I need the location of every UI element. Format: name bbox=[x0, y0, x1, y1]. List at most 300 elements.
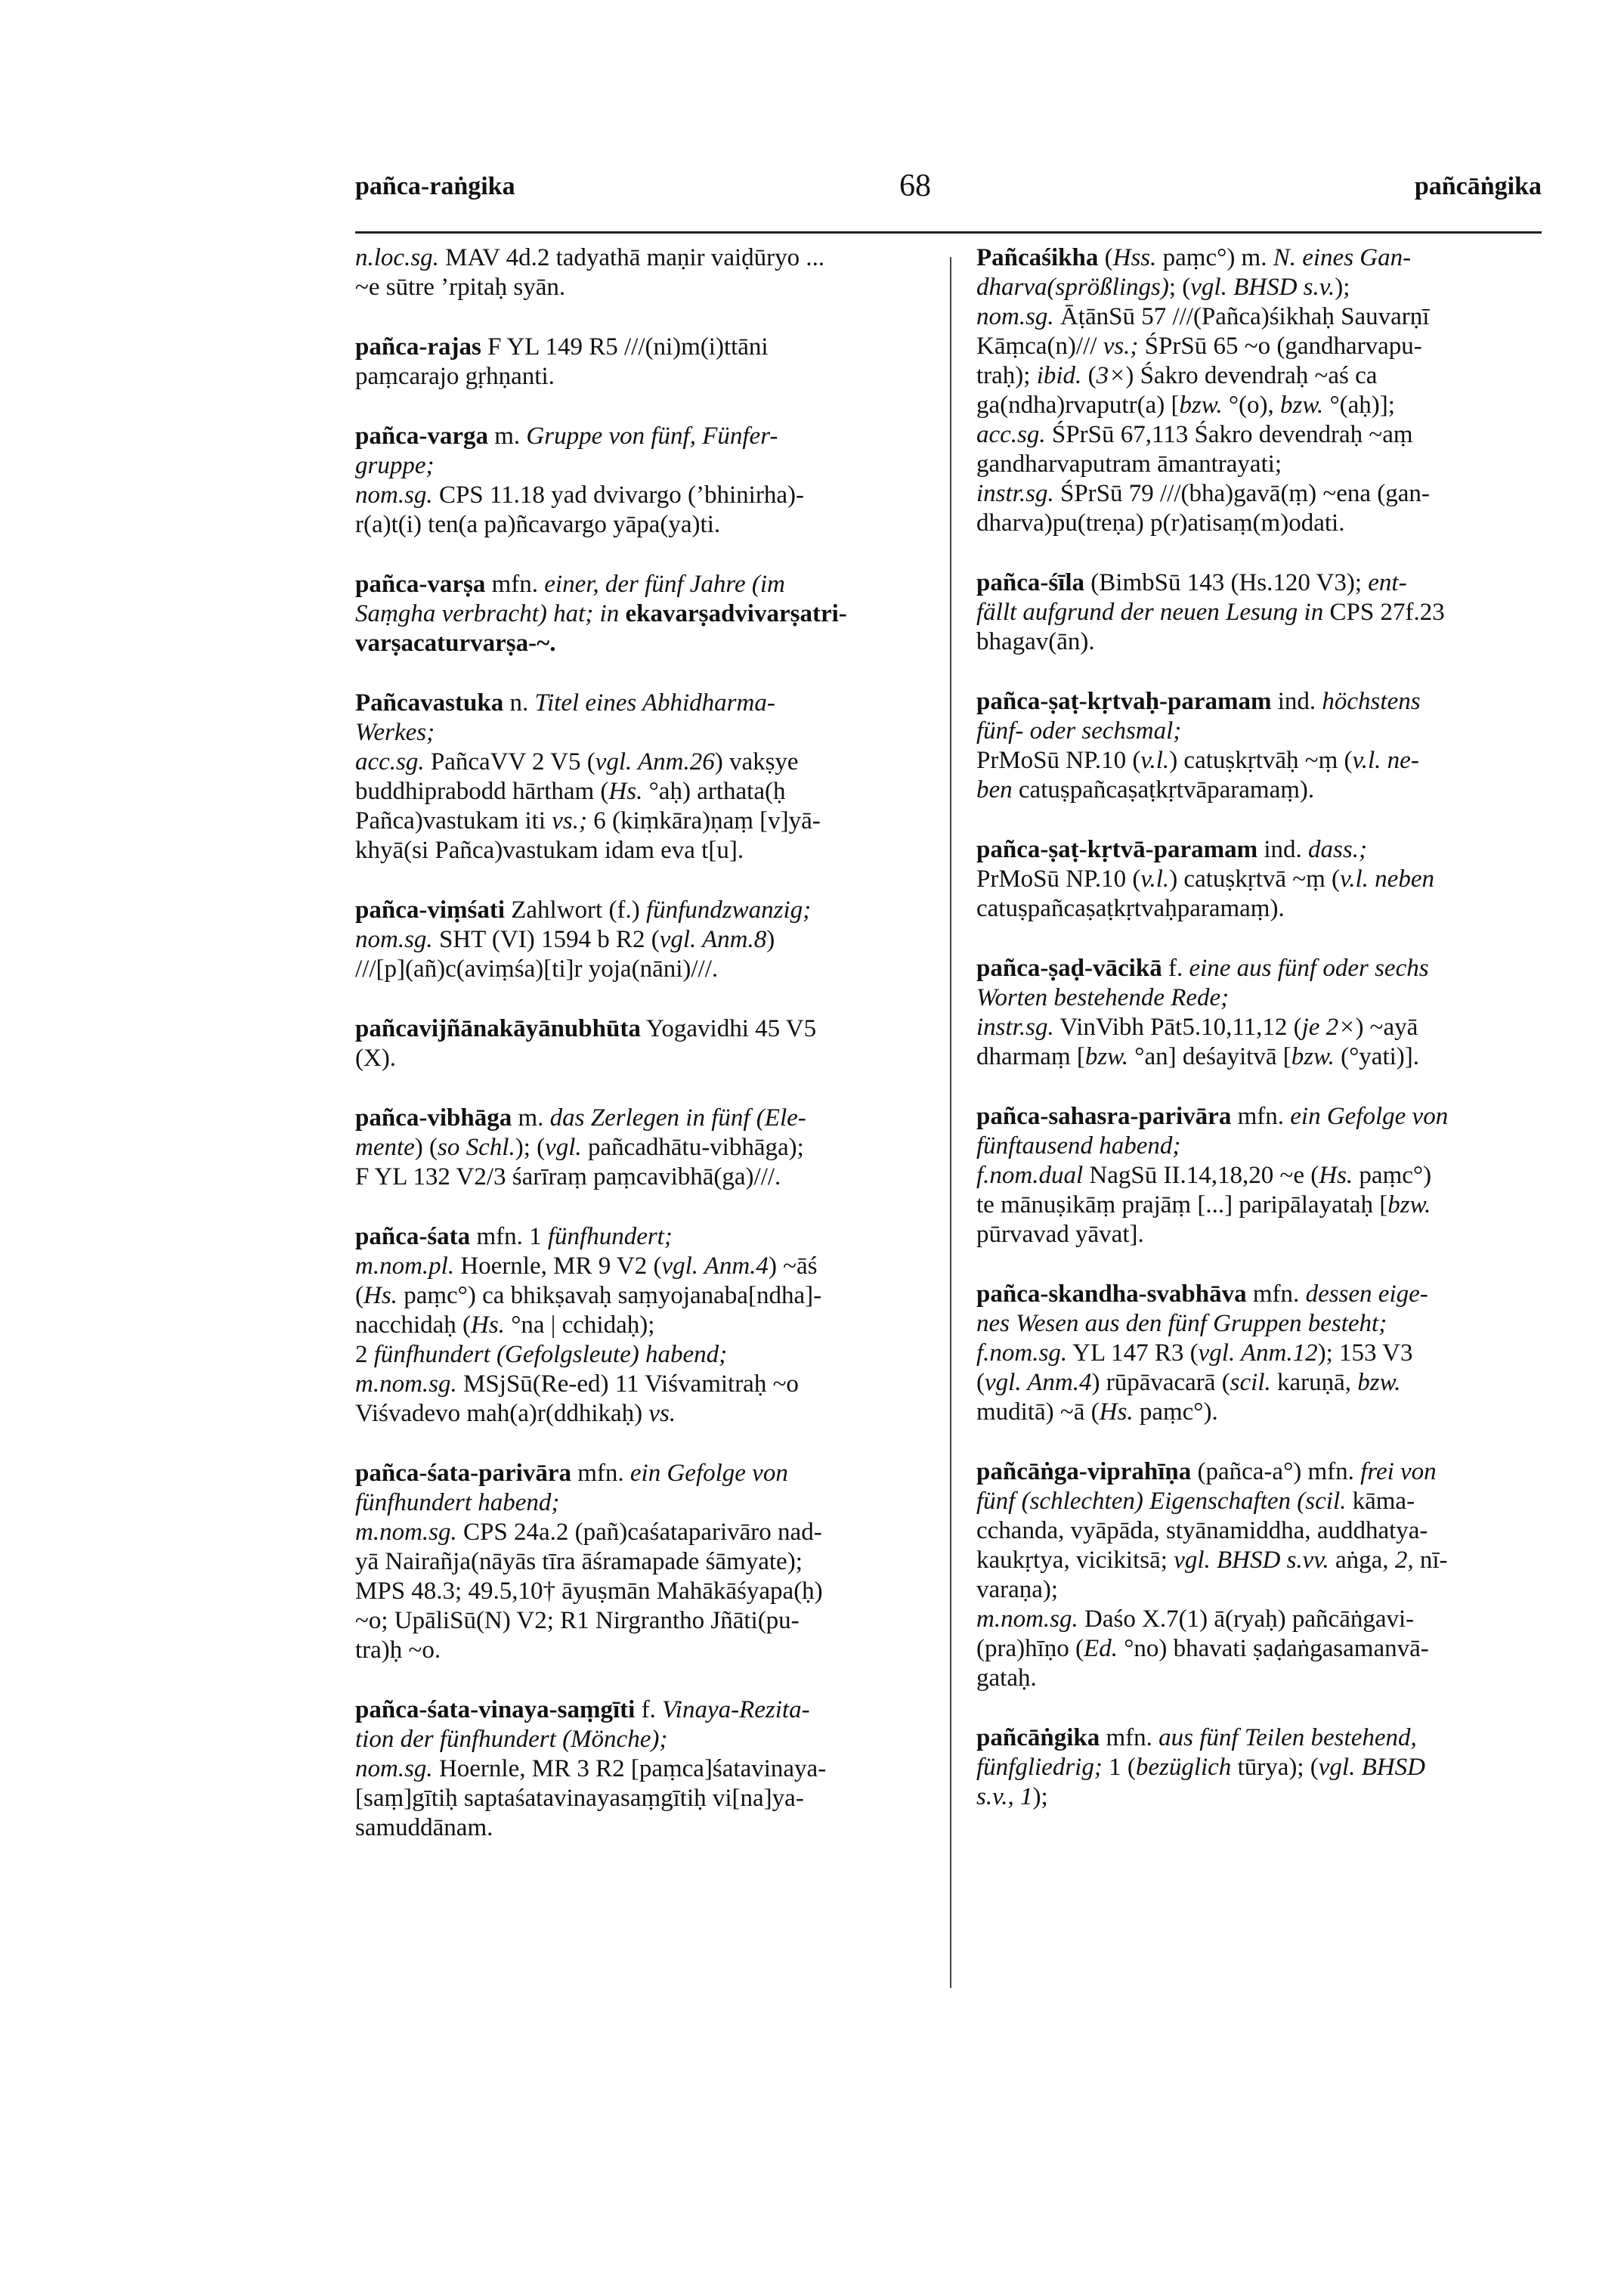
dictionary-entry bbox=[976, 568, 1532, 657]
italic-text: Hs. bbox=[363, 1282, 397, 1309]
italic-text: scil. bbox=[1305, 1488, 1347, 1515]
entry-line bbox=[976, 835, 1532, 865]
entry-line bbox=[976, 746, 1532, 776]
text-segment: [saṃ]gītiḥ saptaśatavinayasaṃgītiḥ vi[na]ya- bbox=[355, 1785, 804, 1812]
text-segment: m. bbox=[512, 1104, 550, 1132]
italic-text: einer, der fünf Jahre (im bbox=[544, 571, 785, 598]
dictionary-entry bbox=[976, 1102, 1532, 1249]
text-segment: cchanda, vyāpāda, styānamiddha, auddhatya- bbox=[976, 1517, 1428, 1544]
italic-text: fünfgliedrig; bbox=[976, 1754, 1103, 1781]
entry-line bbox=[976, 894, 1532, 924]
text-segment: PañcaVV 2 V5 ( bbox=[424, 748, 595, 776]
headword: pañca-vibhāga bbox=[355, 1104, 512, 1132]
italic-text: bzw. bbox=[1387, 1191, 1431, 1218]
italic-text: acc.sg. bbox=[976, 421, 1046, 448]
italic-text: so Schl. bbox=[438, 1134, 515, 1161]
italic-text: nom.sg. bbox=[976, 303, 1054, 330]
entry-line bbox=[355, 1133, 911, 1163]
entry-line bbox=[976, 1398, 1532, 1427]
text-segment: nacchidaḥ ( bbox=[355, 1311, 471, 1339]
header-left-headword: pañca-raṅgika bbox=[355, 172, 515, 200]
entry-line bbox=[355, 481, 911, 510]
text-segment: 1 ( bbox=[1102, 1754, 1136, 1781]
text-segment: muditā) ~ā ( bbox=[976, 1398, 1100, 1426]
entry-line bbox=[976, 302, 1532, 332]
text-segment: r(a)t(i) ten(a pa)ñcavargo yāpa(ya)ti. bbox=[355, 511, 721, 538]
text-segment: varaṇa); bbox=[976, 1576, 1059, 1603]
italic-text: f.nom.dual bbox=[976, 1162, 1084, 1189]
text-segment: f. bbox=[635, 1696, 663, 1723]
entry-line bbox=[355, 422, 911, 451]
entry-line bbox=[355, 510, 911, 540]
entry-line bbox=[355, 1163, 911, 1192]
entry-line bbox=[976, 1368, 1532, 1398]
italic-text: bzw. bbox=[1084, 1043, 1129, 1070]
headword: pañca-ṣaṭ-kṛtvā-paramam bbox=[976, 836, 1258, 863]
italic-text: instr.sg. bbox=[976, 480, 1054, 507]
italic-text: nom.sg. bbox=[355, 1755, 433, 1782]
entry-line bbox=[976, 1782, 1532, 1812]
dictionary-entry bbox=[355, 1695, 911, 1843]
italic-text: nom.sg. bbox=[355, 482, 433, 509]
dictionary-entry bbox=[355, 243, 911, 302]
entry-line bbox=[355, 1014, 911, 1044]
italic-text: ben bbox=[976, 776, 1013, 804]
italic-text: N. eines Gan- bbox=[1273, 244, 1412, 271]
text-segment: (°yati)]. bbox=[1334, 1043, 1420, 1070]
entry-line bbox=[976, 509, 1532, 538]
entry-line bbox=[355, 689, 911, 718]
text-segment: (BimbSū 143 (Hs.120 V3); bbox=[1084, 569, 1369, 596]
entry-line bbox=[355, 1399, 911, 1429]
text-segment: Daśo X.7(1) ā(ryaḥ) pañcāṅgavi- bbox=[1078, 1606, 1415, 1633]
text-segment: ); ( bbox=[515, 1134, 546, 1161]
dictionary-entry bbox=[355, 422, 911, 540]
italic-text: Worten bestehende Rede; bbox=[976, 984, 1230, 1011]
italic-text: m.nom.sg. bbox=[355, 1519, 457, 1546]
text-segment: MPS 48.3; 49.5,10† āyuṣmān Mahākāśyapa(ḥ) bbox=[355, 1578, 823, 1605]
text-segment: YL 147 R3 ( bbox=[1067, 1339, 1199, 1367]
italic-text: vgl. bbox=[545, 1134, 582, 1161]
text-segment: gataḥ. bbox=[976, 1664, 1037, 1692]
italic-text: bezüglich bbox=[1135, 1754, 1232, 1781]
entry-line bbox=[355, 1606, 911, 1636]
dictionary-entry bbox=[355, 1014, 911, 1073]
entry-line bbox=[355, 1547, 911, 1577]
text-segment: (X). bbox=[355, 1045, 397, 1072]
right-column bbox=[976, 243, 1532, 1842]
text-segment: mfn. bbox=[571, 1460, 630, 1487]
entry-line bbox=[976, 1664, 1532, 1693]
dictionary-entry bbox=[355, 1459, 911, 1665]
text-segment: ) catuṣkṛtvā ~ṃ ( bbox=[1169, 865, 1341, 893]
dictionary-entry bbox=[355, 333, 911, 392]
italic-text: je 2× bbox=[1301, 1014, 1356, 1041]
text-segment: tra)ḥ ~o. bbox=[355, 1636, 441, 1664]
text-segment: ) ~āś bbox=[768, 1253, 818, 1280]
entry-line bbox=[355, 362, 911, 392]
italic-text: f.nom.sg. bbox=[976, 1339, 1068, 1367]
text-segment: paṃc°). bbox=[1133, 1398, 1218, 1426]
italic-text: vs.; bbox=[552, 807, 587, 834]
italic-text: nes Wesen aus den fünf Gruppen besteht; bbox=[976, 1310, 1387, 1337]
italic-text: instr.sg. bbox=[976, 1014, 1054, 1041]
italic-text: tion der fünfhundert (Mönche); bbox=[355, 1726, 668, 1753]
entry-line bbox=[355, 1725, 911, 1754]
entry-line bbox=[355, 748, 911, 777]
italic-text: fünfhundert (Gefolgsleute) habend; bbox=[373, 1341, 728, 1368]
entry-line bbox=[976, 1634, 1532, 1664]
italic-text: dessen eige- bbox=[1305, 1280, 1428, 1308]
dictionary-entry bbox=[355, 896, 911, 984]
headword: Pañcaśikha bbox=[976, 244, 1099, 271]
italic-text: 3× bbox=[1096, 362, 1126, 389]
headword: pañca-varṣa bbox=[355, 571, 486, 598]
entry-line bbox=[976, 687, 1532, 717]
text-segment: paṃc°) bbox=[1353, 1162, 1432, 1189]
text-segment: °(aḥ)]; bbox=[1323, 392, 1395, 419]
headword: pañca-ṣaḍ-vācikā bbox=[976, 955, 1162, 982]
entry-line bbox=[355, 1518, 911, 1547]
headword: pañca-skandha-svabhāva bbox=[976, 1280, 1247, 1308]
text-segment: ); bbox=[1032, 1783, 1048, 1810]
entry-line bbox=[976, 1605, 1532, 1634]
italic-text: aus fünf Teilen bestehend, bbox=[1158, 1724, 1417, 1751]
italic-text: acc.sg. bbox=[355, 748, 425, 776]
headword: pañcāṅgika bbox=[976, 1724, 1100, 1751]
text-segment: ) catuṣkṛtvāḥ ~ṃ ( bbox=[1169, 747, 1353, 774]
text-segment: °aḥ) arthata(ḥ bbox=[642, 778, 786, 805]
text-segment: ; ( bbox=[1168, 274, 1191, 301]
entry-line bbox=[355, 1104, 911, 1133]
text-segment: ( bbox=[1098, 244, 1113, 271]
italic-text: vs. bbox=[648, 1400, 676, 1427]
text-segment: traḥ); bbox=[976, 362, 1037, 389]
headword: varṣacaturvarṣa-~. bbox=[355, 630, 556, 657]
text-segment: Yogavidhi 45 V5 bbox=[640, 1015, 817, 1042]
text-segment: Hoernle, MR 3 R2 [paṃca]śatavinaya- bbox=[432, 1755, 827, 1782]
italic-text: Hs. bbox=[608, 778, 643, 805]
entry-line bbox=[976, 243, 1532, 273]
text-segment: (pañca-a°) mfn. bbox=[1191, 1458, 1361, 1485]
entry-line bbox=[355, 1754, 911, 1784]
entry-line bbox=[355, 1488, 911, 1518]
italic-text: Saṃgha verbracht) hat; in bbox=[355, 600, 620, 627]
text-segment: mfn. bbox=[1100, 1724, 1159, 1751]
entry-line bbox=[976, 479, 1532, 509]
dictionary-entry bbox=[355, 689, 911, 865]
headword: pañca-rajas bbox=[355, 333, 481, 361]
italic-text: ent- bbox=[1368, 569, 1407, 596]
italic-text: v.l. bbox=[1140, 747, 1170, 774]
dictionary-entry bbox=[355, 1222, 911, 1429]
text-segment: ) bbox=[766, 926, 775, 953]
left-column bbox=[355, 243, 911, 1873]
italic-text: v.l. bbox=[1140, 865, 1170, 893]
text-segment: VinVibh Pāt5.10,11,12 ( bbox=[1053, 1014, 1302, 1041]
dictionary-entry bbox=[976, 835, 1532, 924]
text-segment: F YL 149 R5 ///(ni)m(i)ttāni bbox=[481, 333, 769, 361]
text-segment: paṃcarajo gṛhṇanti. bbox=[355, 363, 555, 390]
italic-text: fünfhundert habend; bbox=[355, 1489, 560, 1516]
italic-text: vgl. Anm.26 bbox=[595, 748, 715, 776]
text-segment: yā Nairañja(nāyās tīra āśramapade śāmyate); bbox=[355, 1548, 803, 1575]
text-segment: ( bbox=[1081, 362, 1097, 389]
text-segment: mfn. 1 bbox=[470, 1223, 548, 1250]
headword: pañca-viṃśati bbox=[355, 896, 505, 924]
entry-line bbox=[355, 836, 911, 865]
text-segment: gandharvaputram āmantrayati; bbox=[976, 451, 1282, 478]
italic-text: Vinaya-Rezita- bbox=[662, 1696, 810, 1723]
entry-line bbox=[976, 627, 1532, 657]
italic-text: s.v., 1 bbox=[976, 1783, 1033, 1810]
text-segment: ) vakṣye bbox=[714, 748, 799, 776]
text-segment: Pañca)vastukam iti bbox=[355, 807, 552, 834]
dictionary-entry bbox=[976, 1280, 1532, 1427]
text-segment: ŚPrSū 67,113 Śakro devendraḥ ~aṃ bbox=[1045, 421, 1413, 448]
text-segment: ~o; UpāliSū(N) V2; R1 Nirgrantho Jñāti(pu- bbox=[355, 1607, 800, 1634]
italic-text: frei von bbox=[1360, 1458, 1437, 1485]
italic-text: m.nom.sg. bbox=[976, 1606, 1078, 1633]
italic-text: Gruppe von fünf, Fünfer- bbox=[526, 423, 778, 450]
italic-text: gruppe; bbox=[355, 452, 435, 479]
entry-line bbox=[976, 1191, 1532, 1220]
headword: pañca-śata-vinaya-saṃgīti bbox=[355, 1696, 636, 1723]
text-segment: SHT (VI) 1594 b R2 ( bbox=[432, 926, 660, 953]
italic-text: Hs. bbox=[1319, 1162, 1353, 1189]
italic-text: eine aus fünf oder sechs bbox=[1189, 955, 1429, 982]
text-segment: ga(ndha)rvaputr(a) [ bbox=[976, 392, 1180, 419]
text-segment: Hoernle, MR 9 V2 ( bbox=[454, 1253, 662, 1280]
italic-text: v.l. ne- bbox=[1352, 747, 1419, 774]
italic-text: vgl. Anm.4 bbox=[661, 1253, 769, 1280]
text-segment: °an] deśayitvā [ bbox=[1128, 1043, 1291, 1070]
entry-line bbox=[976, 568, 1532, 598]
text-segment: ( bbox=[976, 1369, 985, 1396]
text-segment: °na | cchidaḥ); bbox=[504, 1311, 655, 1339]
italic-text: vgl. BHSD bbox=[1318, 1754, 1425, 1781]
entry-line bbox=[976, 1220, 1532, 1249]
entry-line bbox=[976, 420, 1532, 450]
text-segment: ind. bbox=[1271, 688, 1322, 715]
text-segment: ///[p](añ)c(aviṃśa)[ti]r yoja(nāni)///. bbox=[355, 955, 719, 983]
entry-line bbox=[355, 1281, 911, 1311]
dictionary-entry bbox=[976, 243, 1532, 538]
italic-text: 2, bbox=[1394, 1547, 1414, 1574]
text-segment: te mānuṣikāṃ prajāṃ [...] paripālayataḥ [ bbox=[976, 1191, 1388, 1218]
text-segment: kāma- bbox=[1346, 1488, 1415, 1515]
page-number: 68 bbox=[899, 169, 931, 203]
text-segment: ); bbox=[1335, 274, 1350, 301]
text-segment: mfn. bbox=[1246, 1280, 1306, 1308]
entry-line bbox=[976, 1042, 1532, 1072]
entry-line bbox=[976, 1753, 1532, 1782]
text-segment: (pra)hīṇo ( bbox=[976, 1635, 1084, 1662]
entry-line bbox=[355, 599, 911, 629]
entry-line bbox=[976, 1575, 1532, 1605]
italic-text: Hs. bbox=[471, 1311, 505, 1339]
text-segment: Zahlwort (f.) bbox=[505, 896, 646, 924]
text-segment: CPS 24a.2 (pañ)caśataparivāro nad- bbox=[456, 1519, 822, 1546]
italic-text: vgl. BHSD s.v. bbox=[1190, 274, 1335, 301]
text-segment: CPS 27f.23 bbox=[1323, 599, 1445, 626]
entry-line bbox=[355, 333, 911, 362]
entry-line bbox=[976, 273, 1532, 302]
entry-line bbox=[976, 983, 1532, 1013]
headword: pañca-śata-parivāra bbox=[355, 1460, 571, 1487]
headword: pañca-sahasra-parivāra bbox=[976, 1103, 1232, 1130]
italic-text: höchstens bbox=[1322, 688, 1421, 715]
text-segment: catuṣpañcaṣaṭkṛtvāparamaṃ). bbox=[1012, 776, 1315, 804]
text-segment: NagSū II.14,18,20 ~e ( bbox=[1083, 1162, 1319, 1189]
entry-line bbox=[976, 1723, 1532, 1753]
entry-line bbox=[976, 1487, 1532, 1516]
entry-line bbox=[355, 1695, 911, 1725]
text-segment: dharmaṃ [ bbox=[976, 1043, 1085, 1070]
text-segment: °(o), bbox=[1222, 392, 1281, 419]
text-segment: buddhiprabodd hārtham ( bbox=[355, 778, 609, 805]
text-segment: mfn. bbox=[1231, 1103, 1291, 1130]
text-segment: ŚPrSū 79 ///(bha)gavā(ṃ) ~ena (gan- bbox=[1053, 480, 1430, 507]
entry-line bbox=[355, 1044, 911, 1073]
text-segment: ŚPrSū 65 ~o (gandharvapu- bbox=[1138, 333, 1422, 360]
text-segment: catuṣpañcaṣaṭkṛtvaḥparamaṃ). bbox=[976, 895, 1285, 922]
entry-line bbox=[355, 273, 911, 302]
entry-line bbox=[355, 925, 911, 955]
entry-line bbox=[976, 1280, 1532, 1309]
text-segment: ( bbox=[355, 1282, 363, 1309]
text-segment: khyā(si Pañca)vastukam idam eva t[u]. bbox=[355, 837, 744, 864]
entry-line bbox=[976, 1132, 1532, 1161]
text-segment: aṅga, bbox=[1329, 1547, 1395, 1574]
headword: pañcāṅga-viprahīṇa bbox=[976, 1458, 1192, 1485]
text-segment: Kāṃca(n)/// bbox=[976, 333, 1103, 360]
italic-text: fünf- oder sechsmal; bbox=[976, 717, 1182, 745]
italic-text: Hs. bbox=[1099, 1398, 1134, 1426]
text-segment: karuṇā, bbox=[1270, 1369, 1358, 1396]
italic-text: fünfundzwanzig; bbox=[645, 896, 812, 924]
italic-text: dharva(sprößlings) bbox=[976, 274, 1169, 301]
text-segment: paṃc°) ca bhikṣavaḥ saṃyojanaba[ndha]- bbox=[397, 1282, 822, 1309]
italic-text: nom.sg. bbox=[355, 926, 433, 953]
dictionary-entry bbox=[976, 1723, 1532, 1812]
dictionary-entry bbox=[355, 1104, 911, 1192]
text-segment: ) ( bbox=[414, 1134, 438, 1161]
italic-text: bzw. bbox=[1179, 392, 1223, 419]
entry-line bbox=[355, 629, 911, 658]
text-segment: f. bbox=[1162, 955, 1189, 982]
italic-text: fällt aufgrund der neuen Lesung in bbox=[976, 599, 1324, 626]
entry-line bbox=[976, 1013, 1532, 1042]
text-segment: 6 (kiṃkāra)ṇaṃ [v]yā- bbox=[587, 807, 821, 834]
italic-text: Titel eines Abhidharma- bbox=[534, 689, 775, 717]
entry-line bbox=[355, 1340, 911, 1370]
text-segment: tūrya); ( bbox=[1231, 1754, 1319, 1781]
headword: ekavarṣadvivarṣatri- bbox=[625, 600, 847, 627]
entry-line bbox=[976, 776, 1532, 805]
entry-line bbox=[355, 1813, 911, 1843]
text-segment: F YL 132 V2/3 śarīraṃ paṃcavibhā(ga)///. bbox=[355, 1163, 781, 1191]
entry-line bbox=[355, 451, 911, 481]
italic-text: Hss. bbox=[1112, 244, 1157, 271]
dictionary-entry bbox=[976, 954, 1532, 1072]
entry-line bbox=[976, 332, 1532, 361]
text-segment: pūrvavad yāvat]. bbox=[976, 1221, 1144, 1248]
italic-text: ein Gefolge von bbox=[629, 1460, 788, 1487]
entry-line bbox=[355, 1577, 911, 1606]
column-divider bbox=[950, 257, 951, 1988]
entry-line bbox=[976, 1102, 1532, 1132]
italic-text: m.nom.sg. bbox=[355, 1370, 457, 1398]
text-segment: ~e sūtre ’rpitaḥ syān. bbox=[355, 274, 566, 301]
italic-text: bzw. bbox=[1280, 392, 1324, 419]
italic-text: das Zerlegen in fünf (Ele- bbox=[549, 1104, 806, 1132]
italic-text: mente bbox=[355, 1134, 415, 1161]
entry-line bbox=[976, 391, 1532, 420]
entry-line bbox=[976, 1546, 1532, 1575]
text-segment: ); 153 V3 bbox=[1317, 1339, 1413, 1367]
italic-text: vgl. BHSD s.vv. bbox=[1174, 1547, 1329, 1574]
text-segment: °no) bhavati ṣaḍaṅgasamanvā- bbox=[1117, 1635, 1429, 1662]
entry-line bbox=[355, 955, 911, 984]
italic-text: ibid. bbox=[1036, 362, 1082, 389]
headword: pañca-śata bbox=[355, 1223, 471, 1250]
entry-line bbox=[355, 1459, 911, 1488]
headword: pañca-ṣaṭ-kṛtvaḥ-paramam bbox=[976, 688, 1272, 715]
entry-line bbox=[355, 896, 911, 925]
italic-text: Ed. bbox=[1084, 1635, 1118, 1662]
entry-line bbox=[976, 361, 1532, 391]
entry-line bbox=[355, 1636, 911, 1665]
text-segment: ) Śakro devendraḥ ~aś ca bbox=[1125, 362, 1378, 389]
entry-line bbox=[355, 718, 911, 748]
text-segment: samuddānam. bbox=[355, 1814, 493, 1841]
italic-text: bzw. bbox=[1291, 1043, 1335, 1070]
entry-line bbox=[355, 1252, 911, 1281]
entry-line bbox=[355, 1222, 911, 1252]
text-segment: pañcadhātu-vibhāga); bbox=[581, 1134, 804, 1161]
text-segment: dharva)pu(treṇa) p(r)atisaṃ(m)odati. bbox=[976, 509, 1345, 537]
text-segment: kaukṛtya, vicikitsā; bbox=[976, 1547, 1174, 1574]
italic-text: vgl. Anm.4 bbox=[985, 1369, 1092, 1396]
text-segment: ĀṭānSū 57 ///(Pañca)śikhaḥ Sauvarṇī bbox=[1053, 303, 1430, 330]
entry-line bbox=[976, 1457, 1532, 1487]
italic-text: scil. bbox=[1230, 1369, 1271, 1396]
headword: pañcavijñānakāyānubhūta bbox=[355, 1015, 641, 1042]
italic-text: n.loc.sg. bbox=[355, 244, 439, 271]
entry-line bbox=[355, 1311, 911, 1340]
entry-line bbox=[355, 570, 911, 599]
text-segment: MAV 4d.2 tadyathā maṇir vaiḍūryo ... bbox=[438, 244, 825, 271]
text-segment: m. bbox=[488, 423, 527, 450]
italic-text: vgl. Anm.12 bbox=[1198, 1339, 1318, 1367]
text-segment: ) rūpāvacarā ( bbox=[1091, 1369, 1230, 1396]
italic-text: fünfhundert; bbox=[547, 1223, 673, 1250]
running-header bbox=[355, 169, 1542, 225]
dictionary-entry bbox=[976, 1457, 1532, 1693]
entry-line bbox=[976, 1516, 1532, 1546]
entry-line bbox=[976, 598, 1532, 627]
entry-line bbox=[355, 1370, 911, 1399]
text-segment: CPS 11.18 yad dvivargo (’bhinirha)- bbox=[432, 482, 804, 509]
italic-text: v.l. neben bbox=[1340, 865, 1434, 893]
italic-text: bzw. bbox=[1357, 1369, 1401, 1396]
text-segment: n. bbox=[503, 689, 535, 717]
entry-line bbox=[976, 1309, 1532, 1339]
text-segment: nī- bbox=[1413, 1547, 1448, 1574]
italic-text: m.nom.pl. bbox=[355, 1253, 455, 1280]
text-segment: Viśvadevo mah(a)r(ddhikaḥ) bbox=[355, 1400, 649, 1427]
